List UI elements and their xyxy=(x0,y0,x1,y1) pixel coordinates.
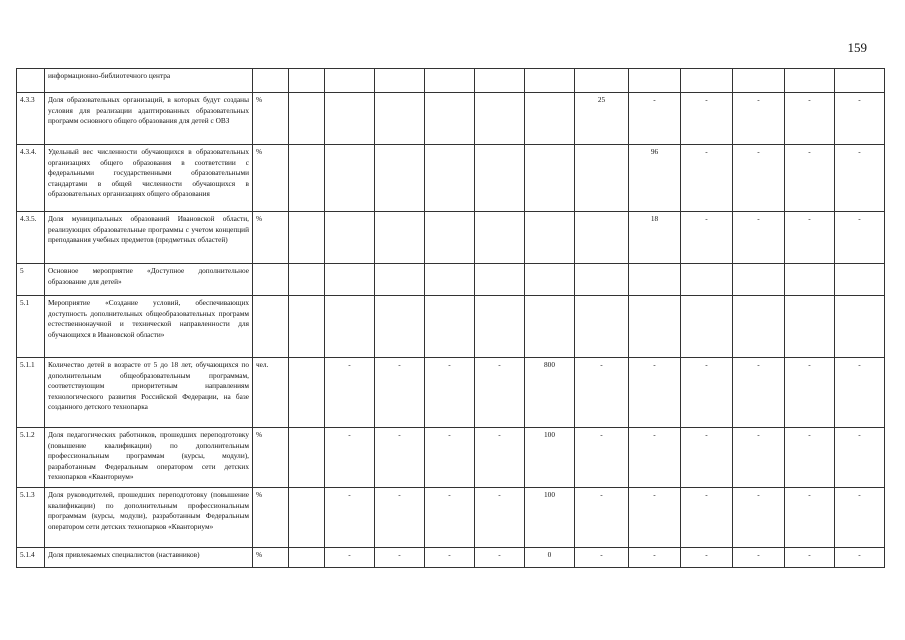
row-description: Мероприятие «Создание условий, обеспечивающих доступность дополнительных общеобразовательных программ естественнонаучной и технической направленности для обучающихся в Ивановской области» xyxy=(45,296,253,358)
row-description: Доля муниципальных образований Ивановской области, реализующих образовательные программы с учетом концепций преподавания учебных предметов (предметных областей) xyxy=(45,212,253,264)
value-cell: 25 xyxy=(575,93,629,145)
row-unit xyxy=(253,264,289,296)
value-cell xyxy=(475,212,525,264)
value-cell: - xyxy=(835,488,885,548)
row-number: 4.3.3 xyxy=(17,93,45,145)
row-unit: % xyxy=(253,428,289,488)
value-cell xyxy=(375,69,425,93)
value-cell: - xyxy=(425,548,475,568)
value-cell xyxy=(681,264,733,296)
value-cell: - xyxy=(425,488,475,548)
row-description: Доля педагогических работников, прошедших переподготовку (повышение квалификации) по дополнительным профессиональным программам (курсы, модули), разработанным Федеральным оператором сети детских технопарков «Кванториум» xyxy=(45,428,253,488)
value-cell xyxy=(733,264,785,296)
value-cell: - xyxy=(629,358,681,428)
value-cell xyxy=(425,93,475,145)
table-row xyxy=(17,93,885,145)
value-cell xyxy=(835,264,885,296)
value-cell: - xyxy=(785,428,835,488)
value-cell xyxy=(785,296,835,358)
value-cell: - xyxy=(375,428,425,488)
row-number: 5.1.4 xyxy=(17,548,45,568)
row-number xyxy=(17,69,45,93)
value-cell xyxy=(629,296,681,358)
value-cell: - xyxy=(325,548,375,568)
indicators-table xyxy=(16,68,885,568)
value-cell xyxy=(289,358,325,428)
value-cell xyxy=(375,93,425,145)
value-cell: - xyxy=(733,488,785,548)
value-cell xyxy=(475,264,525,296)
value-cell: - xyxy=(575,548,629,568)
table-row xyxy=(17,264,885,296)
value-cell xyxy=(289,212,325,264)
value-cell xyxy=(575,264,629,296)
value-cell: - xyxy=(733,358,785,428)
value-cell: - xyxy=(575,358,629,428)
value-cell xyxy=(375,264,425,296)
row-unit xyxy=(253,69,289,93)
value-cell: - xyxy=(425,428,475,488)
value-cell: - xyxy=(629,93,681,145)
value-cell: - xyxy=(629,548,681,568)
value-cell: - xyxy=(785,145,835,212)
value-cell: - xyxy=(835,358,885,428)
row-number: 5.1.2 xyxy=(17,428,45,488)
value-cell: - xyxy=(681,428,733,488)
value-cell xyxy=(733,69,785,93)
value-cell xyxy=(425,212,475,264)
row-unit xyxy=(253,296,289,358)
table-row xyxy=(17,145,885,212)
value-cell: - xyxy=(325,358,375,428)
value-cell: - xyxy=(375,548,425,568)
table-row xyxy=(17,548,885,568)
value-cell xyxy=(681,69,733,93)
row-description: Доля образовательных организаций, в которых будут созданы условия для реализации адаптированных образовательных программ основного общего образования для детей с ОВЗ xyxy=(45,93,253,145)
value-cell: - xyxy=(835,212,885,264)
value-cell: - xyxy=(475,358,525,428)
value-cell xyxy=(325,212,375,264)
value-cell xyxy=(375,145,425,212)
value-cell: - xyxy=(681,488,733,548)
value-cell: - xyxy=(785,212,835,264)
row-unit: % xyxy=(253,212,289,264)
value-cell xyxy=(375,296,425,358)
value-cell: - xyxy=(733,93,785,145)
value-cell xyxy=(525,93,575,145)
row-number: 5 xyxy=(17,264,45,296)
value-cell: - xyxy=(835,93,885,145)
value-cell xyxy=(525,145,575,212)
value-cell xyxy=(289,264,325,296)
value-cell: 100 xyxy=(525,488,575,548)
value-cell xyxy=(289,296,325,358)
value-cell xyxy=(575,69,629,93)
table-row xyxy=(17,358,885,428)
value-cell: 100 xyxy=(525,428,575,488)
value-cell xyxy=(525,264,575,296)
value-cell: - xyxy=(475,428,525,488)
value-cell xyxy=(475,93,525,145)
table-row xyxy=(17,212,885,264)
value-cell xyxy=(289,93,325,145)
table-row xyxy=(17,428,885,488)
value-cell: - xyxy=(733,428,785,488)
value-cell: 96 xyxy=(629,145,681,212)
value-cell: - xyxy=(629,428,681,488)
value-cell: - xyxy=(785,488,835,548)
value-cell: - xyxy=(733,548,785,568)
value-cell: - xyxy=(375,488,425,548)
row-number: 4.3.4. xyxy=(17,145,45,212)
table-row xyxy=(17,296,885,358)
value-cell: - xyxy=(681,358,733,428)
value-cell xyxy=(835,296,885,358)
value-cell xyxy=(629,264,681,296)
value-cell xyxy=(289,69,325,93)
value-cell xyxy=(785,264,835,296)
value-cell xyxy=(289,548,325,568)
row-description: Доля привлекаемых специалистов (наставников) xyxy=(45,548,253,568)
value-cell xyxy=(425,69,475,93)
value-cell: - xyxy=(785,93,835,145)
value-cell xyxy=(785,69,835,93)
page-number: 159 xyxy=(847,40,867,55)
value-cell xyxy=(425,296,475,358)
value-cell xyxy=(575,145,629,212)
value-cell xyxy=(475,69,525,93)
value-cell xyxy=(375,212,425,264)
value-cell: - xyxy=(681,93,733,145)
row-description: Доля руководителей, прошедших переподготовку (повышение квалификации) по дополнительным профессиональным программам (курсы, модули), разработанным Федеральным оператором сети детских технопарков «Кванториум» xyxy=(45,488,253,548)
value-cell xyxy=(525,69,575,93)
value-cell xyxy=(289,428,325,488)
value-cell xyxy=(289,488,325,548)
value-cell xyxy=(475,145,525,212)
row-unit: % xyxy=(253,548,289,568)
row-description: информационно-библиотечного центра xyxy=(45,69,253,93)
value-cell xyxy=(575,296,629,358)
value-cell: - xyxy=(575,488,629,548)
row-description: Количество детей в возрасте от 5 до 18 лет, обучающихся по дополнительным общеобразовательным программам, соответствующим приоритетным направлениям технологического развития Российской Федерации, на базе созданного детского технопарка xyxy=(45,358,253,428)
value-cell xyxy=(325,93,375,145)
row-number: 5.1.3 xyxy=(17,488,45,548)
value-cell: - xyxy=(785,548,835,568)
table-body xyxy=(17,69,885,568)
value-cell: - xyxy=(475,548,525,568)
value-cell: - xyxy=(575,428,629,488)
row-unit: % xyxy=(253,145,289,212)
value-cell xyxy=(425,145,475,212)
row-number: 5.1 xyxy=(17,296,45,358)
value-cell: - xyxy=(325,488,375,548)
value-cell: 18 xyxy=(629,212,681,264)
value-cell xyxy=(525,212,575,264)
value-cell xyxy=(425,264,475,296)
value-cell xyxy=(525,296,575,358)
table-row xyxy=(17,69,885,93)
row-unit: % xyxy=(253,93,289,145)
row-description: Основное мероприятие «Доступное дополнительное образование для детей» xyxy=(45,264,253,296)
value-cell: 800 xyxy=(525,358,575,428)
value-cell: - xyxy=(629,488,681,548)
row-unit: чел. xyxy=(253,358,289,428)
value-cell: - xyxy=(425,358,475,428)
value-cell: - xyxy=(681,212,733,264)
value-cell xyxy=(325,296,375,358)
value-cell xyxy=(475,296,525,358)
row-description: Удельный вес численности обучающихся в образовательных организациях общего образования в соответствии с федеральными государственными образовательными стандартами в общей численности обучающихся в образовательных организациях общего образования xyxy=(45,145,253,212)
value-cell: - xyxy=(733,212,785,264)
row-number: 5.1.1 xyxy=(17,358,45,428)
row-number: 4.3.5. xyxy=(17,212,45,264)
value-cell: - xyxy=(475,488,525,548)
value-cell: - xyxy=(785,358,835,428)
value-cell: - xyxy=(375,358,425,428)
value-cell xyxy=(325,145,375,212)
value-cell xyxy=(575,212,629,264)
value-cell: - xyxy=(325,428,375,488)
value-cell xyxy=(325,264,375,296)
table-row xyxy=(17,488,885,548)
value-cell: - xyxy=(835,548,885,568)
value-cell xyxy=(681,296,733,358)
value-cell xyxy=(629,69,681,93)
row-unit: % xyxy=(253,488,289,548)
value-cell: - xyxy=(681,145,733,212)
value-cell: - xyxy=(681,548,733,568)
value-cell: 0 xyxy=(525,548,575,568)
value-cell: - xyxy=(835,145,885,212)
value-cell: - xyxy=(733,145,785,212)
value-cell xyxy=(289,145,325,212)
value-cell: - xyxy=(835,428,885,488)
value-cell xyxy=(733,296,785,358)
value-cell xyxy=(835,69,885,93)
value-cell xyxy=(325,69,375,93)
